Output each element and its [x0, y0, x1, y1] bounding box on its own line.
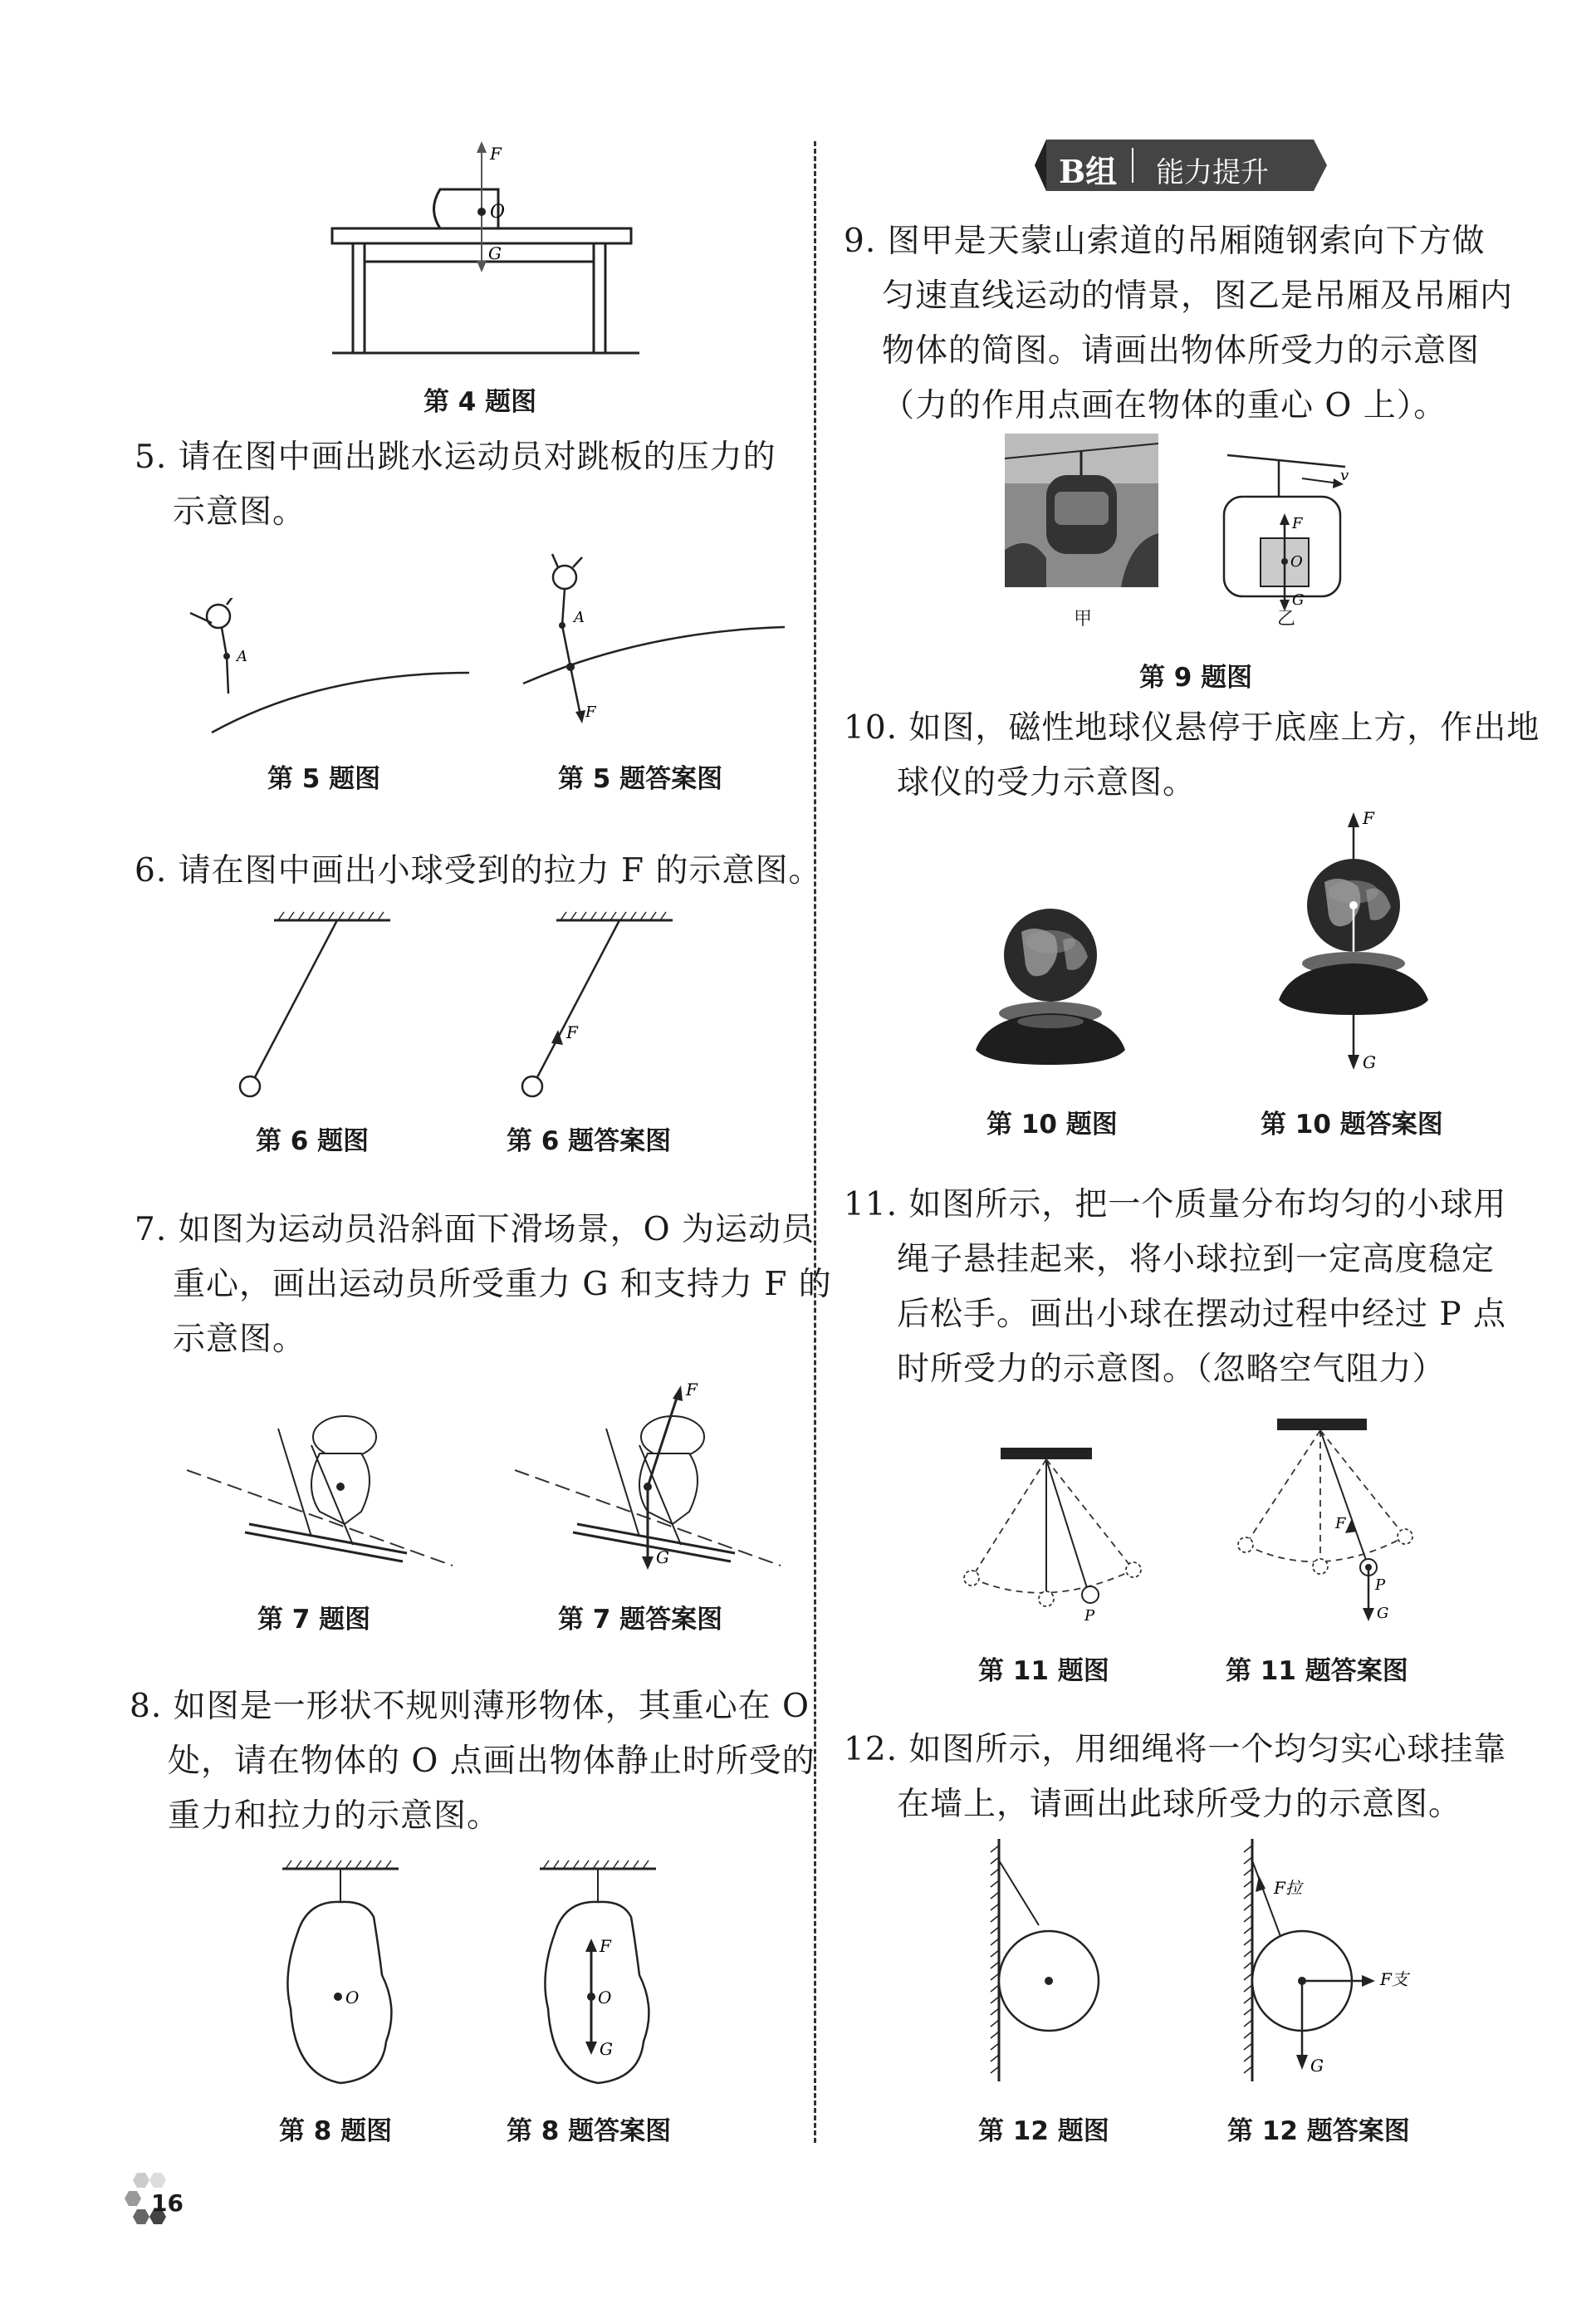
q10-answer-figure — [1275, 806, 1432, 1080]
q5-figure — [179, 598, 477, 739]
q9-label-G: G — [1292, 591, 1305, 609]
q5-answer-figure — [519, 552, 793, 739]
q11a-label-F: F — [1335, 1515, 1346, 1532]
q7-text — [135, 1203, 832, 1367]
q10-answer-caption: 第 10 题答案图 — [1261, 1110, 1443, 1140]
q11-line-1: 11. 如图所示，把一个质量分布均匀的小球用 — [844, 1186, 1507, 1223]
q8-text — [130, 1679, 815, 1844]
q5a-label-A: A — [574, 609, 585, 626]
q7-line-1: 7. 如图为运动员沿斜面下滑场景，O 为运动员 — [135, 1211, 815, 1248]
q8-figure — [274, 1850, 407, 2091]
q11-line-3: 后松手。画出小球在摆动过程中经过 P 点 — [897, 1296, 1507, 1333]
q11-answer-figure — [1229, 1412, 1420, 1632]
q8-line-3: 重力和拉力的示意图。 — [168, 1797, 501, 1835]
q11-line-2: 绳子悬挂起来，将小球拉到一定高度稳定 — [897, 1241, 1496, 1278]
q10-caption: 第 10 题图 — [986, 1110, 1118, 1140]
q9-label-yi: 乙 — [1277, 609, 1296, 630]
q10a-label-F: F — [1363, 808, 1374, 828]
q7-answer-caption: 第 7 题答案图 — [558, 1605, 723, 1635]
q7-answer-figure — [515, 1379, 789, 1570]
q12a-label-F-la: F拉 — [1274, 1878, 1302, 1898]
q8a-label-F: F — [600, 1936, 611, 1956]
q7-line-3: 示意图。 — [173, 1321, 306, 1358]
q4-label-G: G — [488, 243, 502, 263]
q4-caption: 第 4 题图 — [423, 387, 537, 417]
q8-line-1: 8. 如图是一形状不规则薄形物体，其重心在 O — [130, 1688, 810, 1725]
q6-caption: 第 6 题图 — [256, 1126, 370, 1156]
q11a-label-P: P — [1375, 1576, 1386, 1594]
q4-label-O: O — [490, 202, 506, 223]
q8-caption: 第 8 题图 — [279, 2116, 393, 2146]
q7-figure — [187, 1412, 461, 1570]
q8-label-O: O — [345, 1988, 360, 2007]
q10-line-1: 10. 如图，磁性地球仪悬停于底座上方，作出地 — [844, 709, 1540, 747]
q6-text — [135, 844, 821, 899]
q5-text — [135, 430, 776, 540]
q11-caption: 第 11 题图 — [978, 1656, 1109, 1686]
q12a-label-F-zhi: F支 — [1380, 1969, 1408, 1989]
section-group: B组 — [1059, 153, 1118, 190]
q12-answer-figure — [1237, 1836, 1428, 2093]
q10a-label-G: G — [1363, 1052, 1376, 1072]
q12-figure — [984, 1836, 1109, 2085]
q12-caption: 第 12 题图 — [978, 2116, 1109, 2146]
q9-label-v: v — [1340, 467, 1349, 484]
q10-text — [844, 701, 1540, 811]
q11-answer-caption: 第 11 题答案图 — [1226, 1656, 1408, 1686]
q12a-label-G: G — [1310, 2056, 1324, 2076]
q9-line-2: 匀速直线运动的情景，图乙是吊厢及吊厢内 — [882, 277, 1514, 315]
q4-figure — [324, 141, 656, 357]
q9-caption: 第 9 题图 — [1139, 663, 1253, 693]
q5-caption: 第 5 题图 — [267, 764, 381, 794]
q5-line-2: 示意图。 — [173, 493, 306, 531]
q9-diagram-yi — [1221, 449, 1354, 627]
q9-text — [844, 214, 1513, 434]
q9-label-F: F — [1292, 515, 1303, 532]
q11a-label-G: G — [1377, 1605, 1389, 1622]
q8-answer-figure — [531, 1850, 664, 2091]
q6-line-1: 6. 请在图中画出小球受到的拉力 F 的示意图。 — [135, 852, 822, 890]
q7a-label-F: F — [686, 1380, 698, 1399]
q6-answer-caption: 第 6 题答案图 — [507, 1126, 672, 1156]
q11-label-P: P — [1084, 1607, 1095, 1625]
q7-line-2: 重心，画出运动员所受重力 G 和支持力 F 的 — [173, 1266, 832, 1303]
section-title: 能力提升 — [1156, 156, 1269, 189]
q8-answer-caption: 第 8 题答案图 — [507, 2116, 672, 2146]
q9-line-1: 9. 图甲是天蒙山索道的吊厢随钢索向下方做 — [844, 223, 1486, 260]
q5-line-1: 5. 请在图中画出跳水运动员对跳板的压力的 — [135, 439, 776, 476]
q8a-label-O: O — [598, 1988, 612, 2007]
q6-answer-figure — [515, 905, 681, 1100]
q7a-label-G: G — [656, 1547, 669, 1567]
q12-text — [844, 1723, 1506, 1832]
page-number: 16 — [151, 2189, 184, 2217]
q9-label-O: O — [1290, 553, 1303, 571]
q12-line-2: 在墙上，请画出此球所受力的示意图。 — [897, 1786, 1462, 1823]
q12-answer-caption: 第 12 题答案图 — [1227, 2116, 1410, 2146]
q6a-label-F: F — [566, 1022, 578, 1042]
q9-line-4: （力的作用点画在物体的重心 O 上）。 — [882, 387, 1447, 424]
q12-line-1: 12. 如图所示，用细绳将一个均匀实心球挂靠 — [844, 1731, 1507, 1768]
q8-line-2: 处，请在物体的 O 点画出物体静止时所受的 — [168, 1743, 815, 1780]
q11-text — [844, 1178, 1506, 1397]
q5a-label-F: F — [585, 703, 596, 721]
q10-figure — [972, 907, 1129, 1073]
q11-line-4: 时所受力的示意图。（忽略空气阻力） — [897, 1350, 1446, 1388]
q10-line-2: 球仪的受力示意图。 — [897, 764, 1197, 801]
q5-answer-caption: 第 5 题答案图 — [558, 764, 723, 794]
q8a-label-G: G — [600, 2039, 613, 2059]
q9-line-3: 物体的简图。请画出物体所受力的示意图 — [882, 332, 1481, 370]
q9-label-jia: 甲 — [1074, 609, 1093, 630]
q5-label-A: A — [237, 648, 247, 665]
q7-caption: 第 7 题图 — [257, 1605, 371, 1635]
q11-figure — [955, 1441, 1146, 1628]
q6-figure — [233, 905, 399, 1100]
q9-photo-jia — [1005, 434, 1158, 587]
q4-label-F: F — [490, 144, 502, 164]
